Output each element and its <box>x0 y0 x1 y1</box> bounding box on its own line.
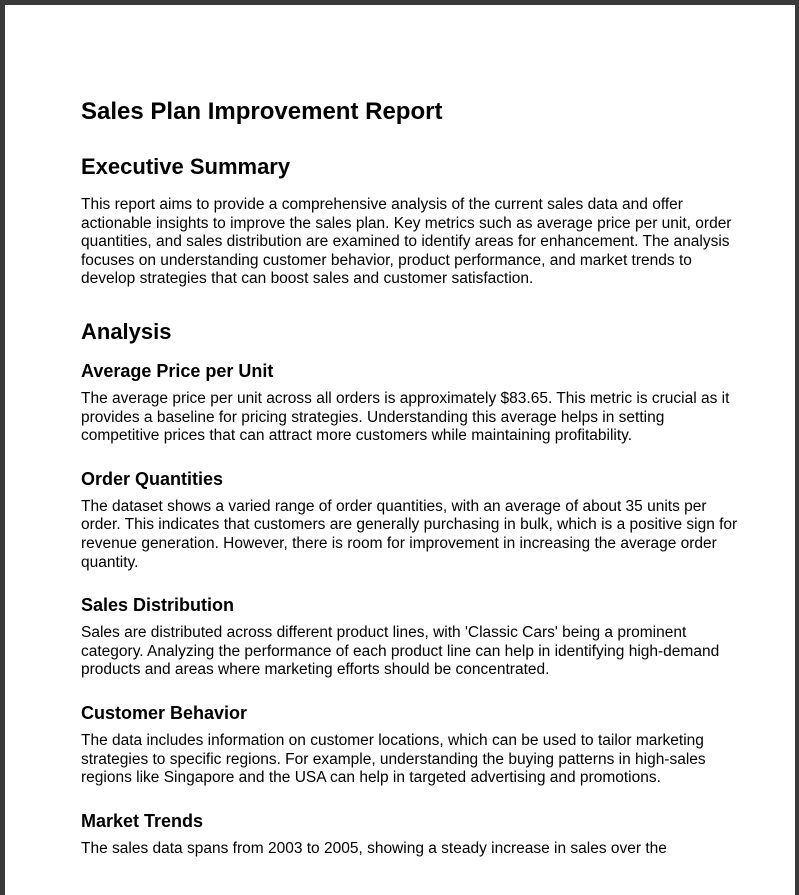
executive-summary-text: This report aims to provide a comprehensive analysis of the current sales data and offer actionable insights to improve the sales plan. Key metrics such as average price per unit, order quantities, and sales distribution are examined to identify areas for enhancement. The analysis focuses on understanding customer behavior, product performance, and market trends to develop strategies that can boost sales and customer satisfaction. <box>81 196 732 288</box>
section-order-quantities <box>81 468 741 572</box>
report-title: Sales Plan Improvement Report <box>81 98 443 125</box>
section-text: The data includes information on customer locations, which can be used to tailor marketing strategies to specific regions. For example, understanding the buying patterns in high-sales regions like Singapore and the USA can help in targeted advertising and promotions. <box>81 731 706 787</box>
section-text: The sales data spans from 2003 to 2005, showing a steady increase in sales over the <box>81 839 667 857</box>
section-heading: Sales Distribution <box>81 595 235 616</box>
section-heading: Average Price per Unit <box>81 360 274 381</box>
section-heading: Market Trends <box>81 810 204 831</box>
section-heading: Customer Behavior <box>81 702 248 723</box>
section-sales-distribution <box>81 594 741 680</box>
analysis-heading: Analysis <box>81 318 172 344</box>
section-text: The dataset shows a varied range of order quantities, with an average of about 35 units per order. This indicates that customers are generally purchasing in bulk, which is a positive sign for revenue generation. However, there is room for improvement in increasing the average order quantity. <box>81 497 738 571</box>
section-average-price <box>81 360 741 446</box>
section-heading: Order Quantities <box>81 468 224 489</box>
section-customer-behavior <box>81 702 741 788</box>
section-text: The average price per unit across all orders is approximately $83.65. This metric is crucial as it provides a baseline for pricing strategies. Understanding this average helps in setting competitive prices that can attract more customers while maintaining profitability. <box>81 389 730 445</box>
section-text: Sales are distributed across different product lines, with 'Classic Cars' being a prominent category. Analyzing the performance of each product line can help in identifying high-demand products and areas where marketing efforts should be concentrated. <box>81 624 720 679</box>
executive-summary-heading: Executive Summary <box>81 154 291 179</box>
section-market-trends <box>81 810 741 859</box>
document-page[interactable] <box>5 5 795 895</box>
document-content <box>81 98 741 880</box>
